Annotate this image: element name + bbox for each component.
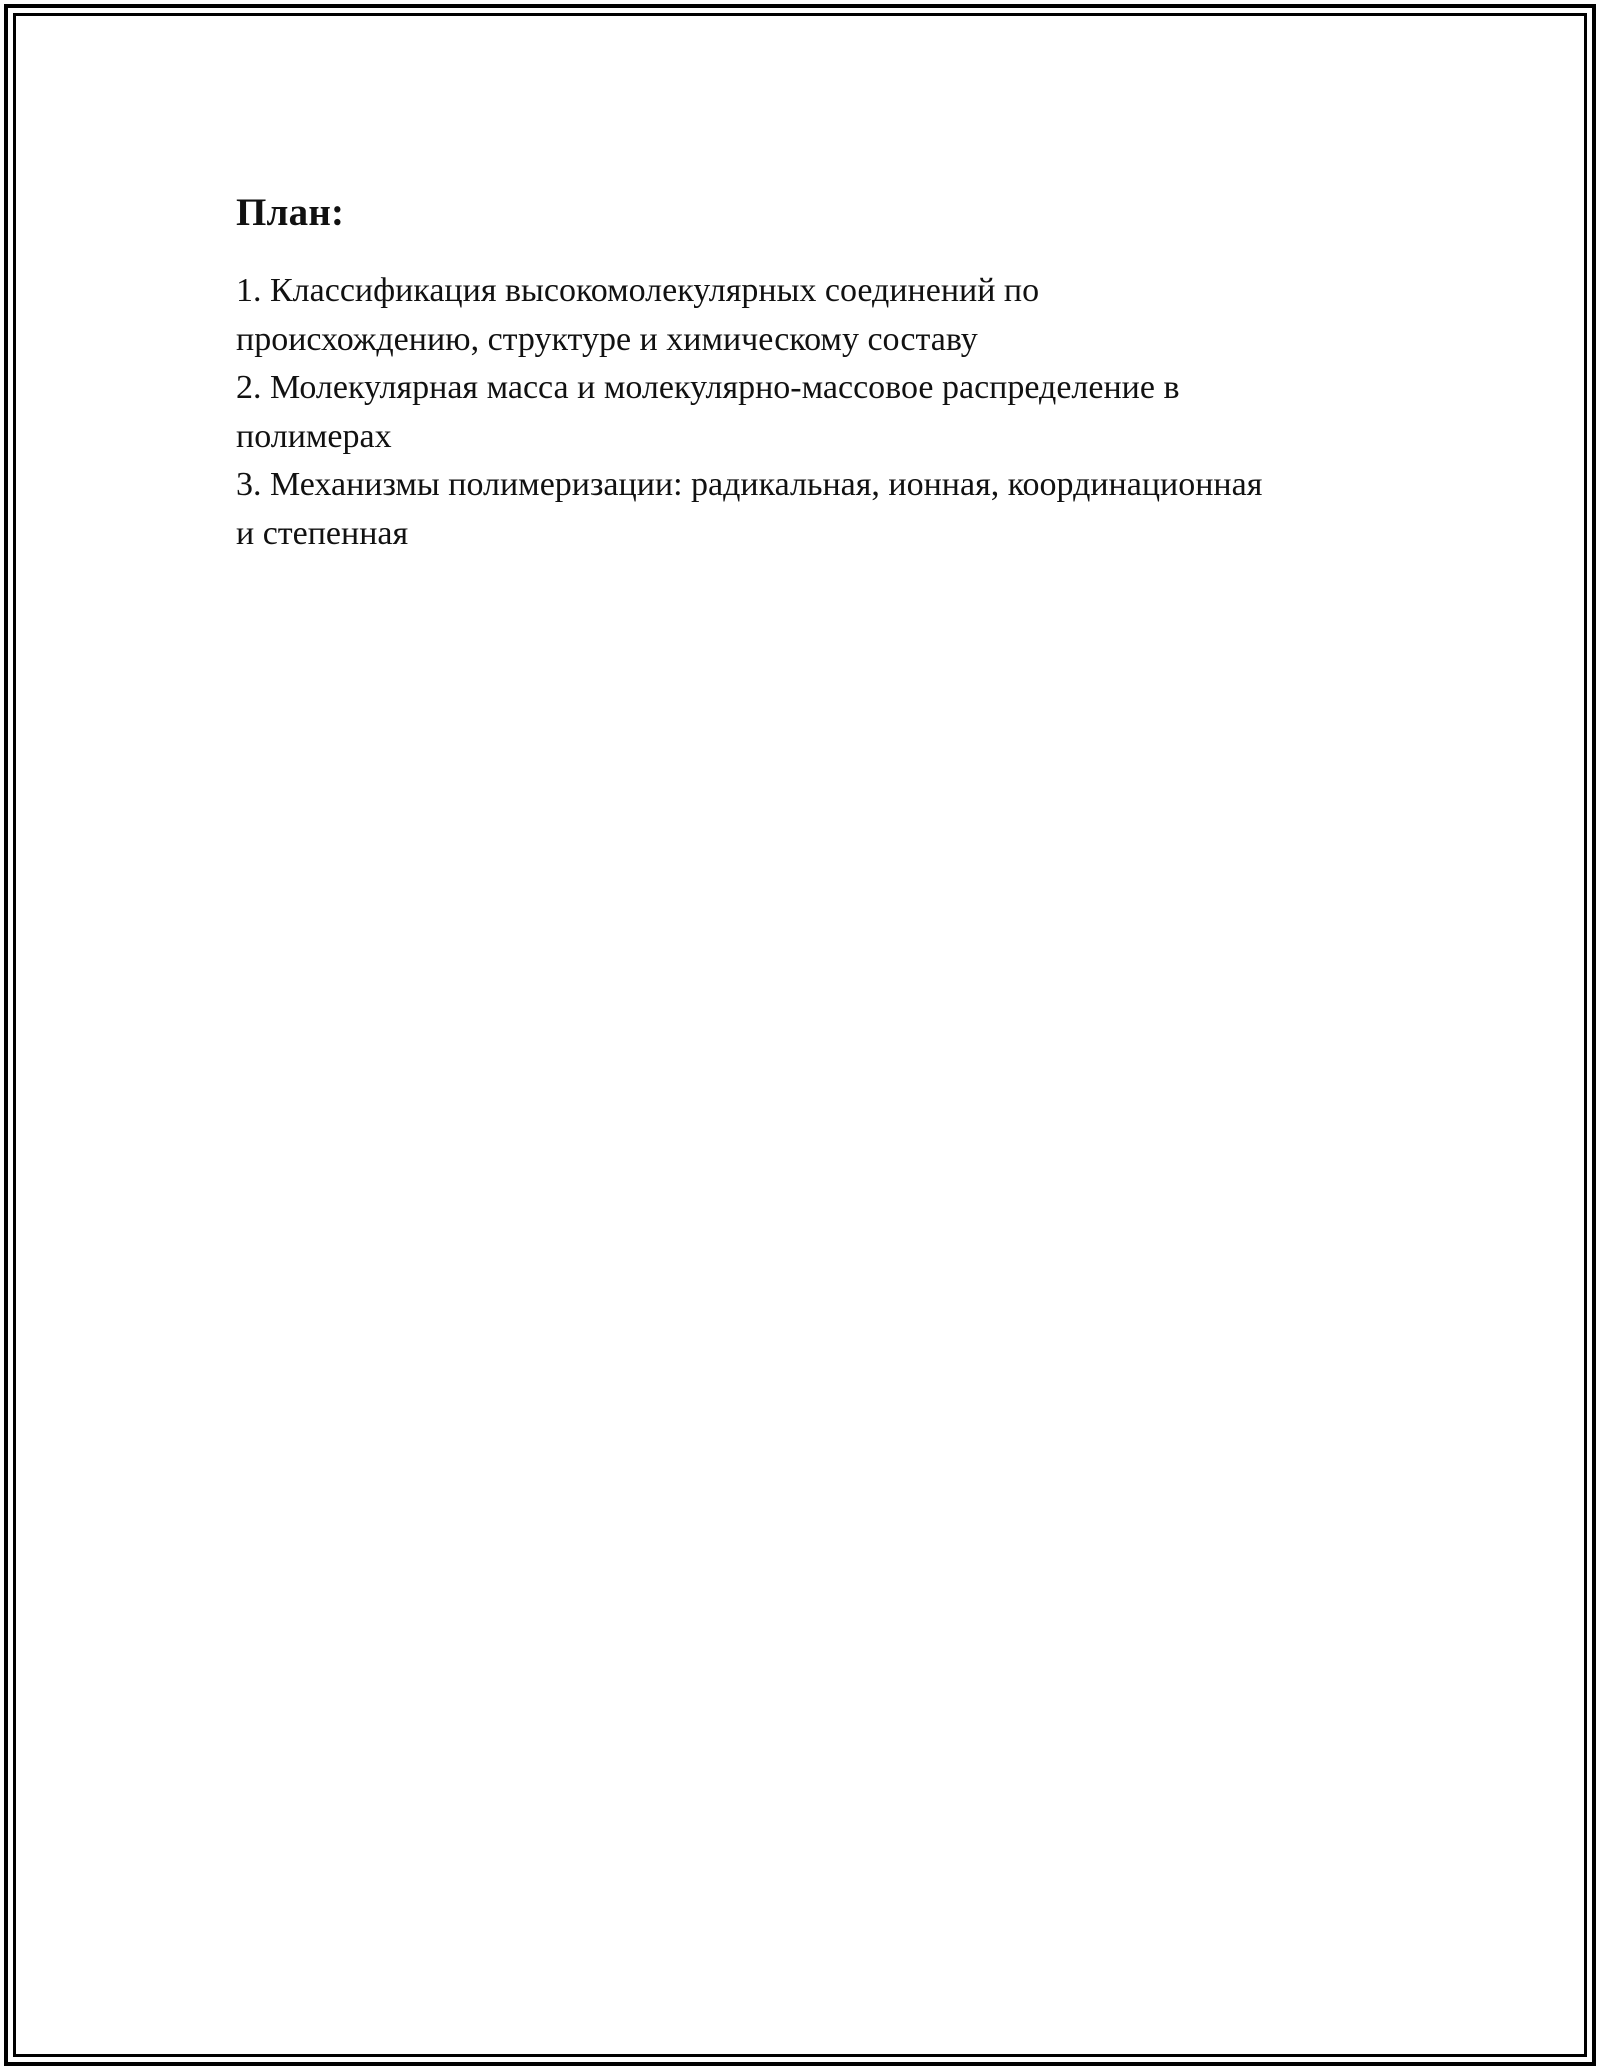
plan-item-2-line-1: 2. Молекулярная масса и молекулярно-массовое распределение в xyxy=(236,369,1180,406)
plan-item-3-line-2: и степенная xyxy=(236,514,409,552)
plan-item-1-line-2: происхождению, структуре и химическому составу xyxy=(236,320,978,358)
plan-item-3 xyxy=(236,461,1366,558)
plan-heading: План: xyxy=(236,191,345,234)
plan-list xyxy=(236,267,1366,558)
document-content xyxy=(236,185,1366,558)
plan-item-1-line-1: 1. Классификация высокомолекулярных соединений по xyxy=(236,272,1040,309)
plan-item-3-line-1: 3. Механизмы полимеризации: радикальная, ионная, координационная xyxy=(236,466,1263,503)
plan-item-1 xyxy=(236,267,1366,364)
plan-item-2-line-2: полимерах xyxy=(236,417,392,455)
plan-item-2 xyxy=(236,364,1366,461)
